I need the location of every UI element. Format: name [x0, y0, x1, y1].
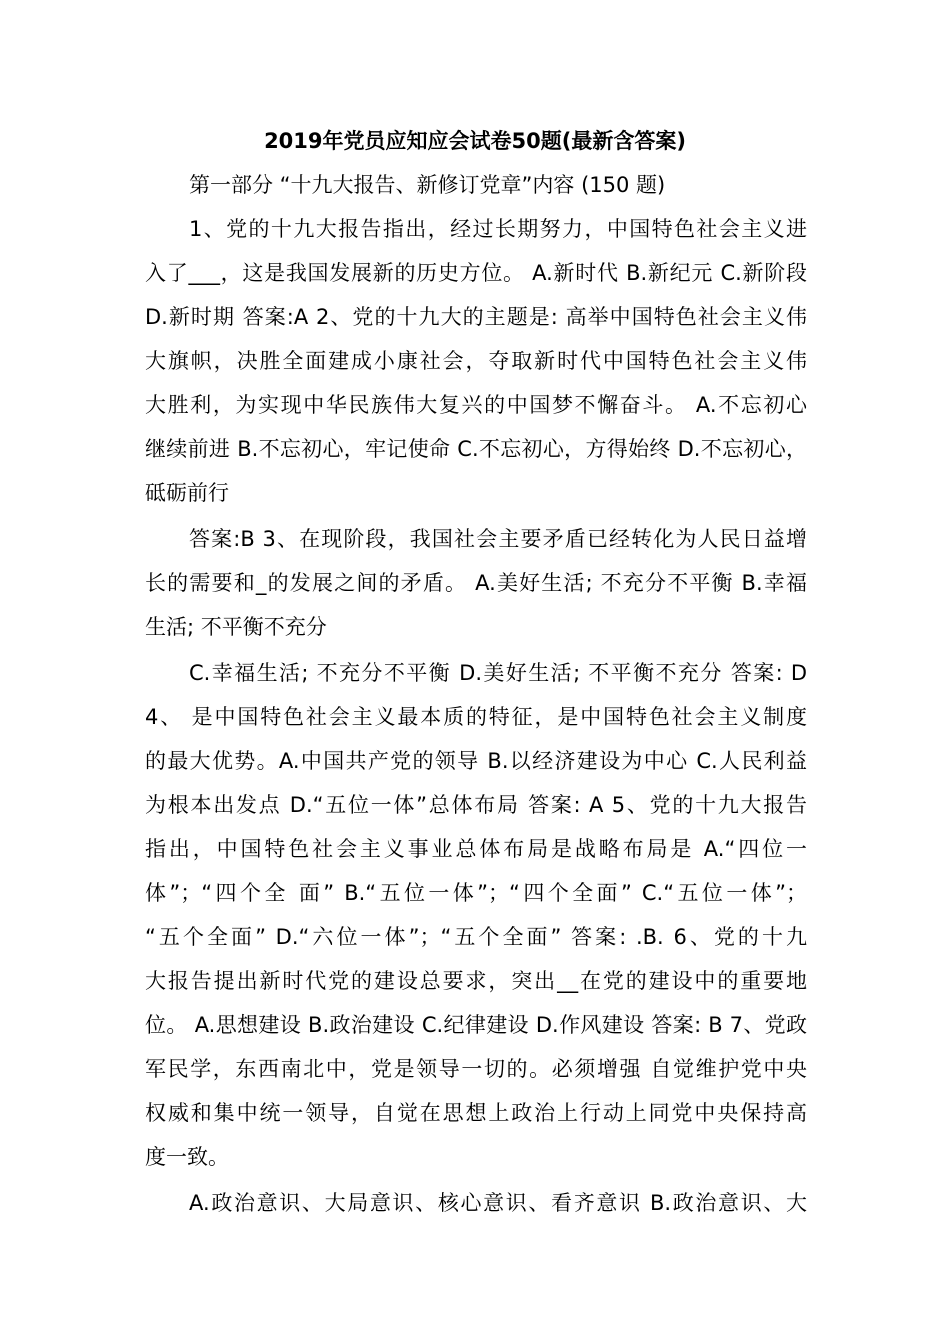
paragraph-line: 权威和集中统一领导，自觉在思想上政治上行动上同党中央保持高 [145, 1101, 807, 1125]
paragraph-line: 砥砺前行 [145, 481, 229, 505]
paragraph-line: 答案:B 3、在现阶段，我国社会主要矛盾已经转化为人民日益增 [189, 527, 807, 551]
paragraph-line: 大旗帜，决胜全面建成小康社会，夺取新时代中国特色社会主义伟 [145, 349, 807, 373]
paragraph-line: 的最大优势。A.中国共产党的领导 B.以经济建设为中心 C.人民利益 [145, 749, 807, 773]
paragraph-line: A.政治意识、大局意识、核心意识、看齐意识 B.政治意识、大 [189, 1191, 807, 1215]
paragraph-line: 入了___，这是我国发展新的历史方位。 A.新时代 B.新纪元 C.新阶段 [145, 261, 807, 285]
paragraph-line: 1、党的十九大报告指出，经过长期努力，中国特色社会主义进 [189, 217, 807, 241]
paragraph-line: “五个全面” D.“六位一体”；“五个全面” 答案: .B. 6、党的十九 [145, 925, 807, 949]
paragraph-line: C.幸福生活; 不充分不平衡 D.美好生活; 不平衡不充分 答案: D [189, 661, 807, 685]
paragraph-line: 体”；“四个全 面” B.“五位一体”；“四个全面” C.“五位一体”； [145, 881, 807, 905]
paragraph-line: 位。 A.思想建设 B.政治建设 C.纪律建设 D.作风建设 答案: B 7、党政 [145, 1013, 807, 1037]
section-heading: 第一部分 “十九大报告、新修订党章”内容 (150 题) [189, 173, 666, 197]
document-title: 2019年党员应知应会试卷50题(最新含答案) [264, 129, 686, 153]
paragraph-line: 4、 是中国特色社会主义最本质的特征，是中国特色社会主义制度 [145, 705, 807, 729]
paragraph-line: 军民学，东西南北中，党是领导一切的。必须增强 自觉维护党中央 [145, 1057, 807, 1081]
paragraph-line: 大胜利，为实现中华民族伟大复兴的中国梦不懈奋斗。 A.不忘初心 [145, 393, 807, 417]
paragraph-line: 继续前进 B.不忘初心，牢记使命 C.不忘初心，方得始终 D.不忘初心， [145, 437, 807, 461]
paragraph-line: D.新时期 答案:A 2、党的十九大的主题是: 高举中国特色社会主义伟 [145, 305, 807, 329]
paragraph-line: 长的需要和_的发展之间的矛盾。 A.美好生活; 不充分不平衡 B.幸福 [145, 571, 807, 595]
paragraph-line: 度一致。 [145, 1145, 229, 1169]
paragraph-line: 为根本出发点 D.“五位一体”总体布局 答案: A 5、党的十九大报告 [145, 793, 807, 817]
paragraph-line: 生活; 不平衡不充分 [145, 615, 327, 639]
paragraph-line: 大报告提出新时代党的建设总要求，突出__在党的建设中的重要地 [145, 969, 807, 993]
paragraph-line: 指出，中国特色社会主义事业总体布局是战略布局是 A.“四位一 [145, 837, 807, 861]
